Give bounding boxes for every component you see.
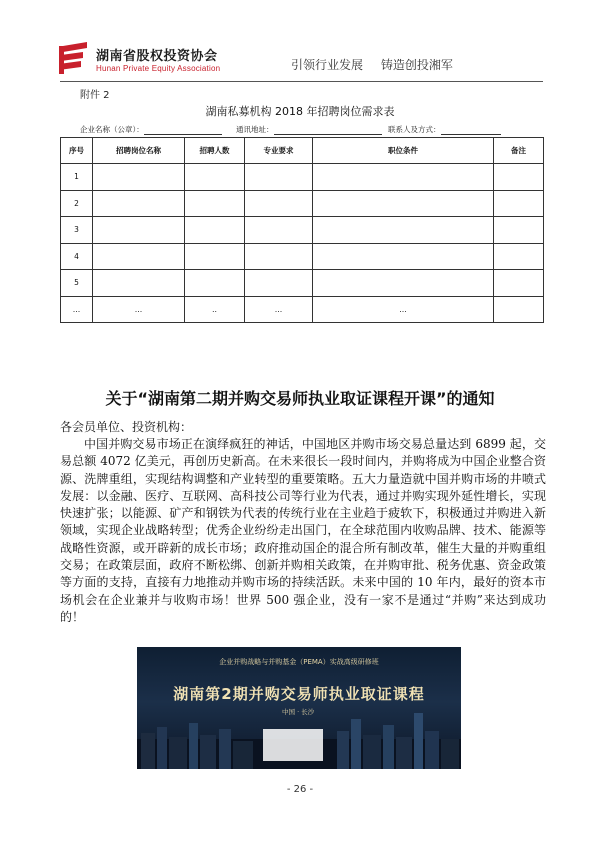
address-line	[236, 124, 382, 135]
address-blank	[274, 126, 382, 135]
col-header: 备注	[494, 138, 544, 164]
table-cell	[245, 164, 313, 191]
table-cell	[93, 243, 185, 270]
contact-blank	[441, 126, 501, 135]
table-cell	[185, 243, 245, 270]
table-cell	[494, 296, 544, 323]
header-slogan: 引领行业发展 铸造创投湘军	[291, 58, 453, 72]
table-title: 湖南私募机构 2018 年招聘岗位需求表	[205, 105, 395, 118]
page-number: - 26 -	[286, 784, 314, 795]
table-cell	[185, 270, 245, 297]
table-header-row	[61, 138, 544, 164]
table-cell	[494, 164, 544, 191]
banner-subtitle: 企业并购战略与并购基金（PEMA）实战高级研修班	[219, 658, 379, 666]
company-name-blank	[144, 126, 222, 135]
table-cell	[313, 164, 494, 191]
association-logo-icon	[57, 42, 89, 76]
table-cell	[245, 217, 313, 244]
col-header: 招聘人数	[185, 138, 245, 164]
table-cell	[93, 164, 185, 191]
table-cell: ‥	[185, 296, 245, 323]
table-cell: 1	[61, 164, 93, 191]
table-row	[61, 243, 544, 270]
banner-title: 湖南第2期并购交易师执业取证课程	[173, 685, 425, 703]
table-cell: 4	[61, 243, 93, 270]
table-cell	[494, 217, 544, 244]
table-row	[61, 296, 544, 323]
table-cell	[494, 243, 544, 270]
header-divider	[60, 81, 543, 82]
table-cell	[245, 270, 313, 297]
col-header: 职位条件	[313, 138, 494, 164]
table-cell	[313, 243, 494, 270]
col-header: 招聘岗位名称	[93, 138, 185, 164]
table-cell	[313, 270, 494, 297]
notice-title: 关于“湖南第二期并购交易师执业取证课程开课”的通知	[105, 389, 495, 408]
table-cell: …	[245, 296, 313, 323]
contact-line	[388, 124, 501, 135]
table-cell	[93, 270, 185, 297]
attachment-label: 附件 2	[80, 90, 110, 101]
table-cell	[494, 270, 544, 297]
table-cell	[313, 217, 494, 244]
table-cell	[185, 190, 245, 217]
banner-city: 中国 · 长沙	[282, 708, 315, 716]
table-row	[61, 164, 544, 191]
org-name: 湖南省股权投资协会	[96, 49, 218, 64]
address-label: 通讯地址：	[236, 125, 274, 134]
table-cell: 5	[61, 270, 93, 297]
table-row	[61, 270, 544, 297]
table-cell	[185, 164, 245, 191]
table-cell: …	[61, 296, 93, 323]
company-name-line	[80, 124, 222, 135]
table-cell: 3	[61, 217, 93, 244]
col-header: 序号	[61, 138, 93, 164]
table-cell: 2	[61, 190, 93, 217]
table-cell: …	[93, 296, 185, 323]
company-name-label: 企业名称（公章）：	[80, 125, 144, 134]
table-row	[61, 217, 544, 244]
notice-salutation: 各会员单位、投资机构：	[60, 420, 193, 434]
table-cell: …	[313, 296, 494, 323]
table-row	[61, 190, 544, 217]
table-cell	[93, 217, 185, 244]
table-cell	[245, 190, 313, 217]
org-name-en: Hunan Private Equity Association	[96, 64, 221, 73]
course-banner-image	[137, 647, 461, 769]
table-cell	[93, 190, 185, 217]
page-header	[0, 0, 600, 88]
table-cell	[185, 217, 245, 244]
notice-body: 中国并购交易市场正在演绎疯狂的神话，中国地区并购市场交易总量达到 6899 起，交易总额 4072 亿美元，再创历史新高。在未来很长一段时间内，并购将成为中国企业整合资源、洗牌重组，实现结构调整和产业转型的重要策略。五大力量造就中国并购市场的井喷式发展：以金融、医疗、互联网、高科技公司等行业为代表，通过并购实现外延性增长，实现快速扩张；以能源、矿产和钢铁为代表的传统行业在主业趋于疲软下，积极通过并购进入新领域，实现企业战略转型；优秀企业纷纷走出国门，在全球范围内收购品牌、技术、能源等战略性资源，或开辟新的成长市场；政府推动国企的混合所有制改革，催生大量的并购重组交易；在政策层面，政府不断松绑、创新并购相关政策，在并购审批、税务优惠、资金政策等方面的支持，直接有力地推动并购市场的持续活跃。未来中国的 10 年内，最好的资本市场机会在企业兼并与收购市场！世界 500 强企业，没有一家不是通过“并购”来达到成功的！	[60, 437, 546, 624]
table-cell	[313, 190, 494, 217]
contact-label: 联系人及方式：	[388, 125, 441, 134]
table-cell	[245, 243, 313, 270]
col-header: 专业要求	[245, 138, 313, 164]
recruitment-table	[60, 137, 544, 323]
table-cell	[494, 190, 544, 217]
